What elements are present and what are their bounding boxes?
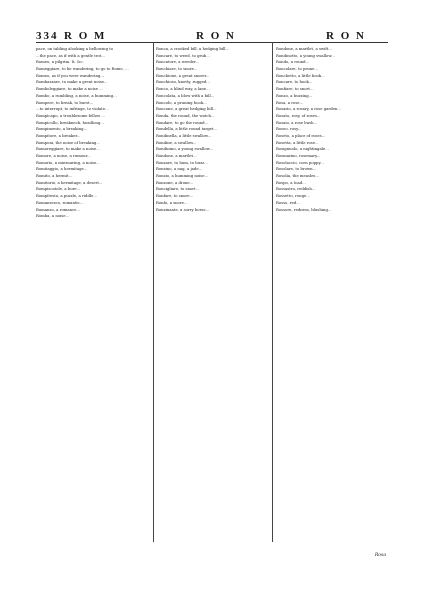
dictionary-entry: Roseo, rosy... <box>276 126 302 132</box>
dictionary-entry: ...the pace, as if with a gentle trot... <box>36 52 105 58</box>
dictionary-entry: Romeo, a pilgrim. It. &c. <box>36 59 84 65</box>
dictionary-entry: Rosa, a rose... <box>276 99 304 105</box>
dictionary-entry: Rosso, red... <box>276 199 300 205</box>
dictionary-entry: Rossore, redness, blushing... <box>276 206 332 212</box>
dictionary-entry: Rondone, a martlet... <box>156 153 197 158</box>
dictionary-entry: Roncigliare, to snort... <box>156 186 200 192</box>
dictionary-entry: Roncare, to hook... <box>276 79 313 85</box>
dictionary-entry: Romanzesco, romantic... <box>36 199 84 205</box>
dictionary-entry: Roncare, to weed, to grub... <box>156 52 210 58</box>
dictionary-entry: Rosolaccio, corn poppy... <box>276 159 324 165</box>
dictionary-entry: Rossetto, rouge... <box>276 193 310 199</box>
dictionary-entry: Roncolo, a pruning hook... <box>156 99 207 105</box>
dictionary-entry: Rondinella, a little swallow... <box>156 132 212 138</box>
dictionary-entry: Ronchiare, to snore... <box>156 66 198 72</box>
dictionary-entry: Rondinotto, a young swallow... <box>276 52 335 58</box>
header-center: R O N <box>196 30 236 42</box>
dictionary-entry: Rosario, a rosary, a rose garden... <box>276 106 341 112</box>
dictionary-entry: Rosolare, to brown... <box>276 166 317 172</box>
dictionary-entry: Ronchioso, knotty, rugged... <box>156 79 210 85</box>
dictionary-entry: Romeo, as if you were wandering... <box>36 72 104 78</box>
dictionary-entry: Rossastro, reddish... <box>276 186 316 192</box>
dictionary-entry: Romorio, a murmuring, a noise... <box>36 159 100 165</box>
column-left <box>36 46 148 546</box>
dictionary-entry: Rosetta, a little rose... <box>276 139 319 145</box>
running-header <box>36 28 388 48</box>
dictionary-entry: Romito, a hermit... <box>36 173 73 179</box>
dictionary-entry: Rombo, a rumbling, a noise, a humming... <box>36 92 117 98</box>
dictionary-entry: Rondone, a martlet, a swift... <box>276 46 332 51</box>
dictionary-entry: Rospo, a toad... <box>276 179 306 185</box>
dictionary-entry: Romanzo, a romance... <box>36 206 81 212</box>
dictionary-entry: Rondo, a round... <box>276 59 310 65</box>
dictionary-entry: Ronzare, to hum, to buzz... <box>156 159 208 165</box>
dictionary-entry: Ronzio, a humming noise... <box>156 173 209 179</box>
dictionary-entry: Rosolia, the measles... <box>276 173 320 179</box>
header-rule <box>36 42 388 43</box>
dictionary-entry: Ronzino, a nag, a jade... <box>156 166 203 172</box>
dictionary-entry: Roncone, a great hedging bill... <box>156 106 217 112</box>
dictionary-entry: Ronfare, to snore... <box>156 193 194 199</box>
dictionary-entry: Rompimento, a breaking... <box>36 126 88 132</box>
dictionary-entry: Ronda, the round, the watch... <box>156 112 215 118</box>
dictionary-entry: Romeggiare, to be wandering, to go to Rome, ... <box>36 66 129 72</box>
dictionary-entry: Romore, a noise, a rumour... <box>36 153 91 158</box>
column-divider <box>272 42 273 542</box>
column-center <box>156 46 268 546</box>
dictionary-entry: Rondare, to go the round... <box>156 119 209 125</box>
dictionary-entry: Roncatore, a weeder... <box>156 59 200 65</box>
dictionary-entry: Roncolare, to prune... <box>276 66 318 72</box>
dictionary-entry: Ronchione, a great snorer... <box>156 72 210 78</box>
dictionary-entry: Rondella, a little round target... <box>156 126 218 132</box>
dictionary-entry: Ronco, a blind way, a lane... <box>156 86 210 92</box>
header-right: R O N <box>326 30 366 42</box>
dictionary-entry: Romitorio, a hermitage, a desert... <box>36 179 103 185</box>
dictionary-entry: Rosaio, a rose bush... <box>276 119 318 125</box>
dictionary-entry: Ronca, a crooked bill, a hedging bill... <box>156 46 230 51</box>
dictionary-entry: Rombazzare, to make a great noise... <box>36 79 108 85</box>
dictionary-entry: Ronzone, a drone... <box>156 179 194 185</box>
dictionary-entry: Rompicollo, breakneck, headlong... <box>36 119 104 125</box>
dictionary-entry: Ronfiare, to snort... <box>276 86 314 92</box>
dictionary-entry: Ronfo, a snore... <box>156 199 188 205</box>
dictionary-entry: Ronzinante, a sorry horse... <box>156 206 210 212</box>
column-divider <box>153 42 154 542</box>
dictionary-entry: Romoreggiare, to make a noise... <box>36 146 100 152</box>
page-number: 334 <box>36 30 59 42</box>
dictionary-entry: ...to interrupt, to infringe, to violate... <box>36 106 109 112</box>
dictionary-entry: Rosignuolo, a nightingale... <box>276 146 329 152</box>
dictionary-entry: Rosato, rosy, of roses... <box>276 112 321 118</box>
dictionary-entry: Romboleggiare, to make a noise ... <box>36 86 103 92</box>
dictionary-entry: Rondine, a swallow... <box>156 139 197 145</box>
dictionary-entry: Rompiscatole, a bore... <box>36 186 81 192</box>
dictionary-page <box>36 28 388 576</box>
dictionary-entry: Rompicapo, a troublesome fellow ... <box>36 112 106 118</box>
dictionary-entry: Roseto, a place of roses... <box>276 132 326 138</box>
dictionary-entry: Romponi, the noise of breaking... <box>36 139 100 145</box>
dictionary-entry: Ronzo, a buzzing... <box>276 92 313 98</box>
dictionary-entry: pace, on tabling alooking a bellowing to <box>36 46 114 51</box>
dictionary-entry: Romba, a noise... <box>36 213 70 219</box>
dictionary-entry: Rompere, to break, to burst... <box>36 99 94 105</box>
dictionary-entry: Rompitesta, a puzzle, a riddle... <box>36 193 97 199</box>
dictionary-entry: Romitaggio, a hermitage... <box>36 166 88 172</box>
header-left: R O M <box>64 30 107 42</box>
dictionary-entry: Roncolata, a blow with a bill... <box>156 92 215 98</box>
catchword: Rosa <box>374 553 386 558</box>
dictionary-entry: Ronchetto, a little hook... <box>276 72 325 78</box>
dictionary-entry: Rompitore, a breaker... <box>36 132 81 138</box>
dictionary-entry: Rosmarino, rosemary... <box>276 153 321 158</box>
dictionary-entry: Rondinino, a young swallow... <box>156 146 214 152</box>
column-right <box>276 46 388 546</box>
